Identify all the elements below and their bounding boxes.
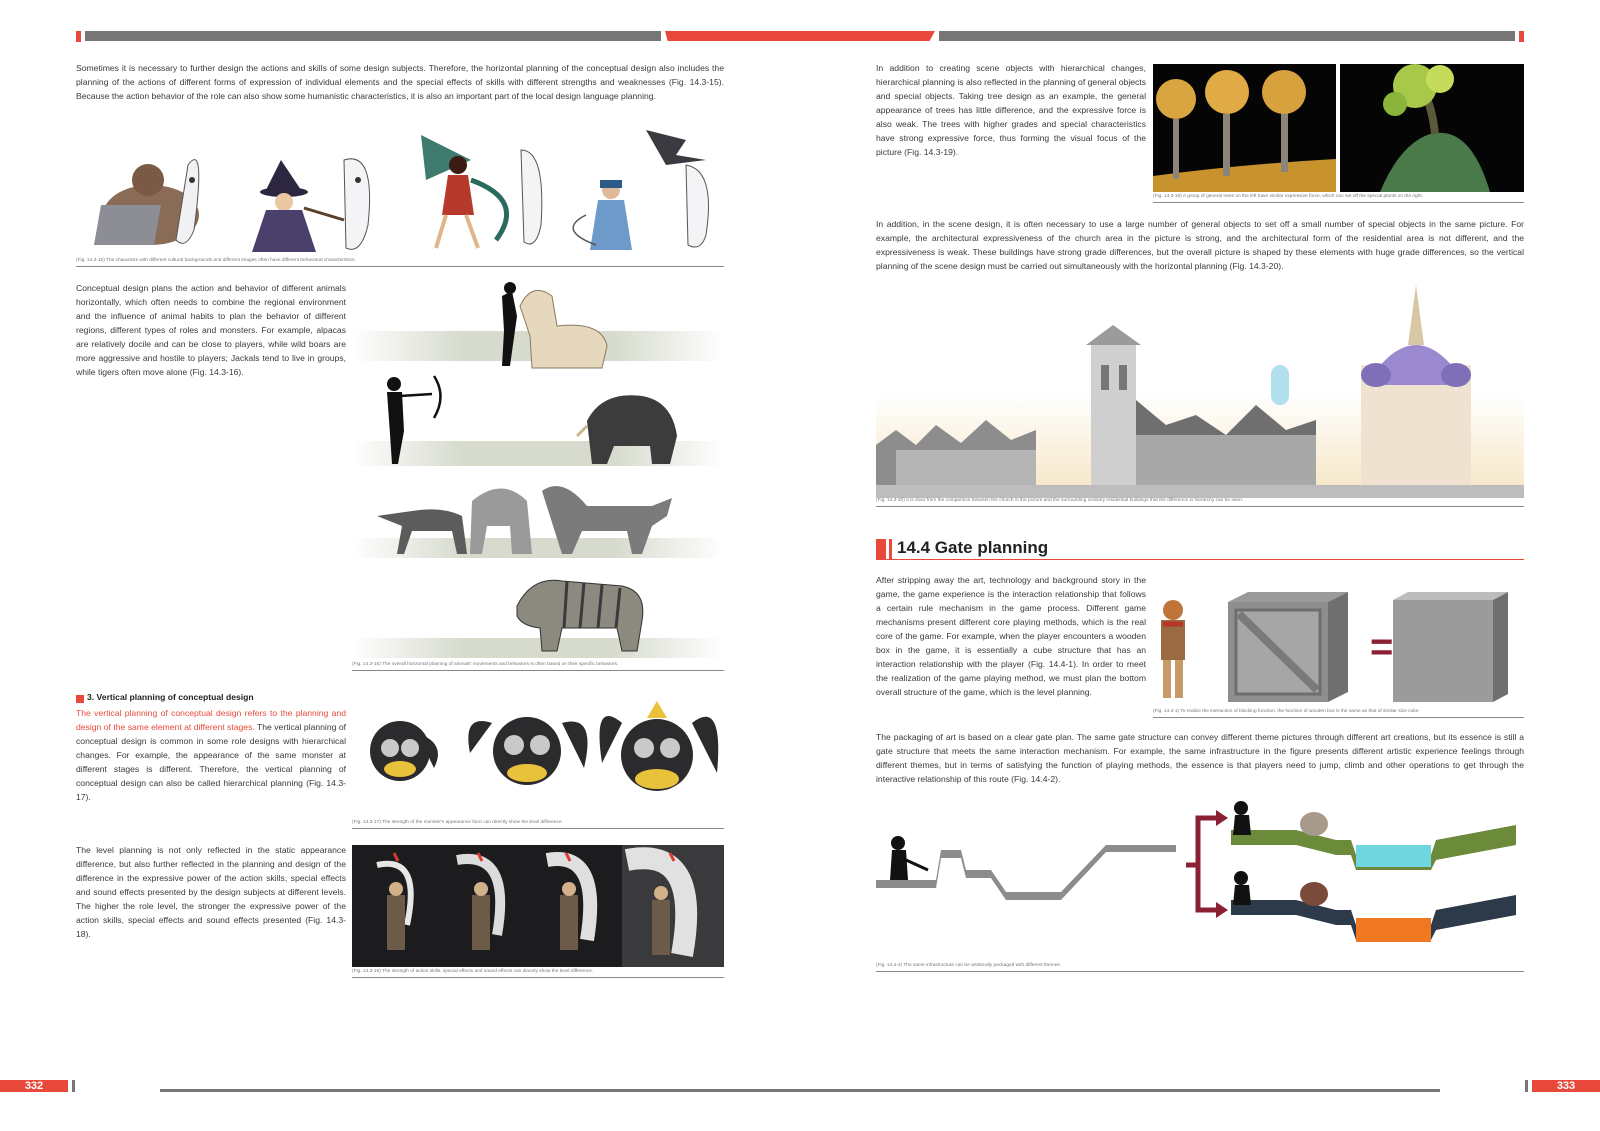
whip-character-illustration	[573, 130, 708, 250]
figure-caption-15: (Fig. 14.3-15) The characters with different cultural backgrounds and different images often have different behavioral characteristics.	[76, 257, 724, 267]
page-number-right: 333	[1532, 1080, 1600, 1092]
header-bar-right	[939, 31, 1515, 41]
figure-caption-42: (Fig. 14.4-2) The same infrastructure can be artistically packaged with different themes.	[876, 962, 1524, 972]
wooden-box-illustration	[1228, 592, 1348, 702]
branch-arrows-icon	[1186, 810, 1228, 918]
figure-caption-17: (Fig. 14.3-17) The strength of the monster's appearance form can directly show the level difference.	[352, 819, 724, 829]
warrior-character-illustration	[94, 160, 199, 245]
general-tree-illustration	[1156, 70, 1306, 179]
section-marker-secondary	[889, 539, 892, 559]
subheading-marker	[76, 695, 84, 703]
header-bar-center	[665, 31, 935, 41]
skill-level-2-illustration	[457, 853, 500, 950]
explorer-character-illustration	[1161, 600, 1185, 698]
footer-tick-left	[72, 1080, 75, 1092]
base-structure-illustration	[876, 836, 1176, 900]
skill-level-4-illustration	[622, 845, 724, 967]
figure-caption-19: (Fig. 14.3-19) A group of general trees on the left have similar expressive force, which can set off the special plants on the right.	[1153, 193, 1524, 203]
monster-stage-1-illustration	[370, 721, 438, 781]
monster-stages-figure	[352, 693, 724, 817]
figure-caption-18: (Fig. 14.3-18) The strength of action skills, special effects and sound effects can directly show the level difference.	[352, 968, 724, 978]
footer-rule	[160, 1089, 1440, 1092]
section-marker	[876, 539, 886, 559]
header-marker-right	[1519, 31, 1524, 42]
skill-level-1-illustration	[377, 853, 411, 950]
fan-dancer-character-illustration	[421, 135, 542, 248]
infrastructure-figure	[876, 800, 1524, 960]
city-skyline-figure	[876, 285, 1524, 498]
monster-stage-2-illustration	[468, 717, 587, 785]
monster-stage-3-illustration	[600, 701, 719, 791]
skill-level-3-illustration	[547, 853, 590, 950]
footer-tick-right	[1525, 1080, 1528, 1092]
box-cube-figure	[1153, 592, 1524, 707]
scene-objects-paragraph: In addition, in the scene design, it is often necessary to use a large number of general objects to set off a small number of special objects in the same picture. For example, the architectural expressiveness of the church area in the picture is strong, and the architectural form of the residential area is not different, and the expressiveness is weak. These buildings have strong grade differences, but the overall picture is shaped by these elements with huge grade differences, so the vertical planning of the scene design must be carried out simultaneously with the horizontal planning (Fig. 14.3-20).	[876, 219, 1524, 271]
boar-scene-illustration	[352, 376, 724, 466]
animals-figure	[352, 276, 724, 668]
vertical-planning-body: The vertical planning of conceptual design is common in some role designs with hierarchical changes. For example, the appearance of the same monster at different stages is different. Therefore, the vertical planning of conceptual design can also be called hierarchical planning (Fig. 14.3-17).	[76, 722, 346, 802]
scene-hierarchy-paragraph: In addition to creating scene objects with hierarchical changes, hierarchical planning is also reflected in the planning of general objects and special objects. Taking tree design as an example, the general appearance of trees has little difference, and the expressive force is also weak. The trees with higher grades and special characteristics have strong expressive force, thus forming the visual focus of the picture (Fig. 14.3-19).	[876, 63, 1146, 157]
vertical-planning-highlight: The vertical planning of conceptual design refers to the planning and design of the same element at different stages.	[76, 708, 346, 732]
cube-illustration	[1393, 592, 1508, 702]
intro-paragraph: Sometimes it is necessary to further design the actions and skills of some design subjects. Therefore, the horizontal planning of the conceptual design also includes the planning of the actions of different forms of expression of individual elements and the special effects of skills with different strengths and weaknesses (Fig. 14.3-15). Because the action behavior of the role can also show some humanistic characteristics, it is also an important part of the local design language planning.	[76, 63, 724, 101]
special-plant-illustration	[1380, 64, 1490, 192]
characters-figure	[76, 120, 724, 260]
tiger-scene-illustration	[352, 580, 724, 658]
page-number-left: 332	[0, 1080, 68, 1092]
section-title-rule	[876, 559, 1524, 560]
level-planning-paragraph: The level planning is not only reflected in the static appearance difference, but also further reflected in the planning and design of the difference in the expressive power of the action skills, special effects and sound effects presented by the design subjects at different levels. The higher the role level, the stronger the expressive power of the action skills, special effects and sound effects presented (Fig. 14.3-18).	[76, 845, 346, 939]
gate-planning-paragraph: After stripping away the art, technology and background story in the game, the game experience is the interaction relationship that follows a certain rule mechanism in the game process. Different game mechanisms present different core playing methods, which is the real core of the game. For example, when the player encounters a wooden box in the game, it is essentially a cube structure that has an interaction relationship with the player (Fig. 14.4-1). In order to meet the realization of the game playing method, we must plan the bottom overall structure of the game, which is the level planning.	[876, 575, 1146, 697]
section-title: 14.4 Gate planning	[897, 538, 1049, 557]
animals-paragraph: Conceptual design plans the action and behavior of different animals horizontally, which often needs to combine the regional environment and the influence of animal habits to plan the behavior of different regions, different types of roles and monsters. For example, alpacas are relatively docile and can be close to players, while wild boars are more aggressive and hostile to players; Jackals tend to live in groups, while tigers often move alone (Fig. 14.3-16).	[76, 283, 346, 377]
general-trees-figure	[1153, 64, 1336, 192]
header-bar-left	[85, 31, 661, 41]
special-plant-figure	[1340, 64, 1524, 192]
vertical-planning-heading: 3. Vertical planning of conceptual design	[87, 692, 254, 702]
header-marker-left	[76, 31, 81, 42]
lava-theme-illustration	[1231, 871, 1516, 942]
alpaca-scene-illustration	[352, 282, 724, 368]
grass-theme-illustration	[1231, 801, 1516, 870]
figure-caption-16: (Fig. 14.3-16) The overall horizontal planning of animals' movements and behaviors is often based on their specific behaviors.	[352, 661, 724, 671]
vertical-planning-paragraph	[76, 706, 346, 804]
figure-caption-20: (Fig. 14.3-20) It is clear from the comparison between the church in the picture and the surrounding ordinary residential buildings that the difference in hierarchy can be seen.	[876, 497, 1524, 507]
art-packaging-paragraph: The packaging of art is based on a clear gate plan. The same gate structure can convey different theme pictures through different art creations, but its essence is still a gate structure that meets the same interaction mechanism. For example, the same infrastructure in the figure presents different artistic experience feelings through different themes, but in terms of satisfying the function of playing methods, the essence is that players need to jump, climb and other operations to get through the interactive relationship of this route (Fig. 14.4-2).	[876, 732, 1524, 784]
jackals-scene-illustration	[352, 486, 724, 558]
bell-tower-illustration	[1086, 325, 1141, 485]
figure-caption-41: (Fig. 14.4-1) To realize the interaction of blocking function, the function of wooden box is the same as that of similar size cube.	[1153, 708, 1524, 718]
equals-sign: =	[1370, 625, 1394, 669]
skill-effects-figure	[352, 845, 724, 967]
witch-character-illustration	[252, 159, 370, 252]
